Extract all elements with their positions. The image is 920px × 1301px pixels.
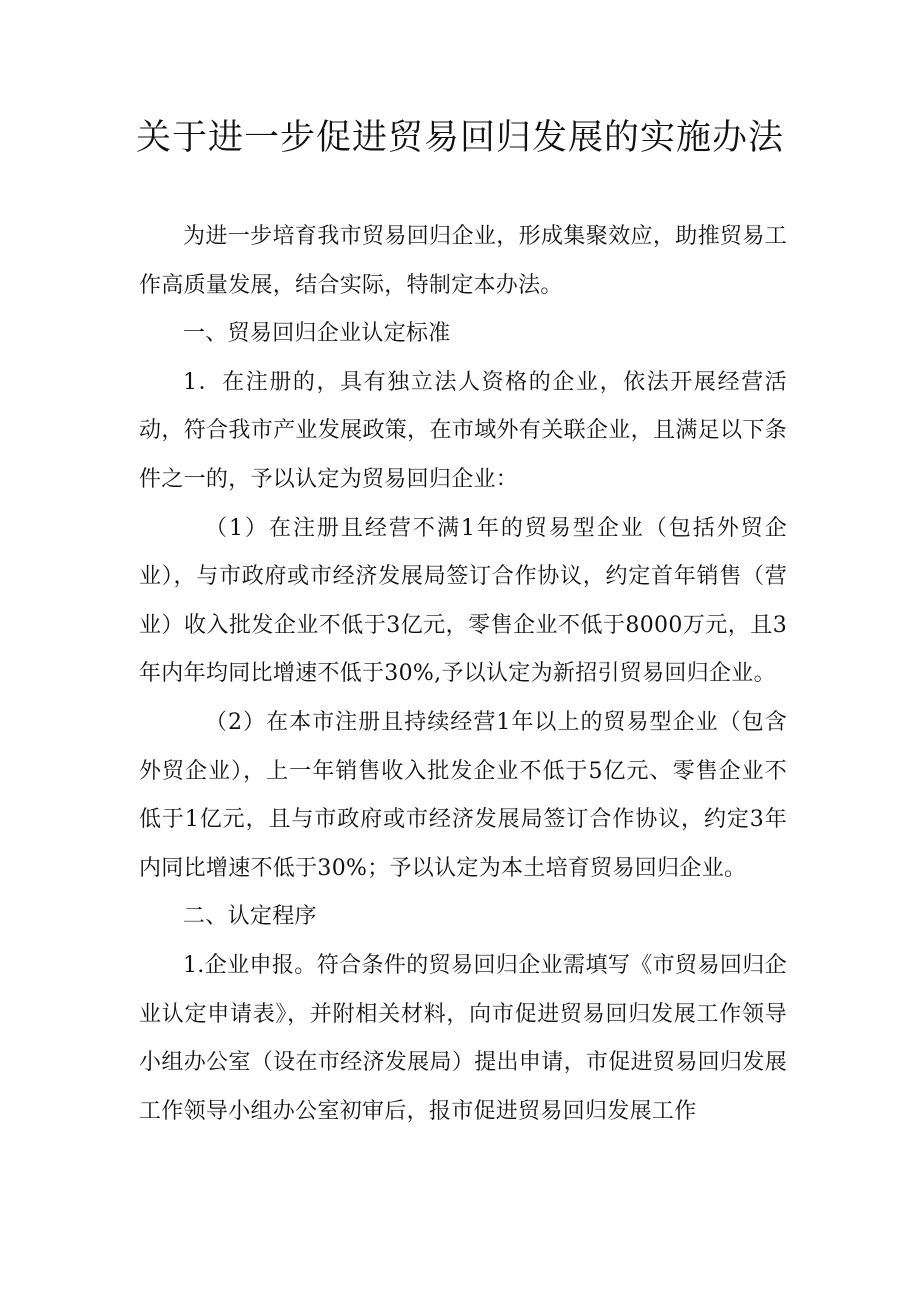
criteria-item-1: （1）在注册且经营不满1年的贸易型企业（包括外贸企业），与市政府或市经济发展局签订合作协议，约定首年销售（营业）收入批发企业不低于3亿元，零售企业不低于8000万元，且3年内年均同比增速不低于30%,予以认定为新招引贸易回归企业。 — [139, 515, 787, 687]
criteria-paragraph-1: 1．在注册的，具有独立法人资格的企业，依法开展经营活动，符合我市产业发展政策，在市域外有关联企业，且满足以下条件之一的，予以认定为贸易回归企业： — [139, 369, 787, 492]
intro-paragraph: 为进一步培育我市贸易回归企业，形成集聚效应，助推贸易工作高质量发展，结合实际，特制定本办法。 — [139, 224, 787, 298]
section-heading-criteria: 一、贸易回归企业认定标准 — [183, 321, 451, 347]
document-body — [139, 213, 787, 1136]
criteria-item-2: （2）在本市注册且持续经营1年以上的贸易型企业（包含外贸企业），上一年销售收入批发企业不低于5亿元、零售企业不低于1亿元，且与市政府或市经济发展局签订合作协议，约定3年内同比增速不低于30%；予以认定为本土培育贸易回归企业。 — [139, 709, 787, 881]
procedure-paragraph-1: 1.企业申报。符合条件的贸易回归企业需填写《市贸易回归企业认定申请表》，并附相关材料，向市促进贸易回归发展工作领导小组办公室（设在市经济发展局）提出申请，市促进贸易回归发展工作领导小组办公室初审后，报市促进贸易回归发展工作 — [139, 952, 787, 1124]
document-title: 关于进一步促进贸易回归发展的实施办法 — [135, 118, 784, 158]
section-heading-procedure: 二、认定程序 — [183, 904, 317, 930]
